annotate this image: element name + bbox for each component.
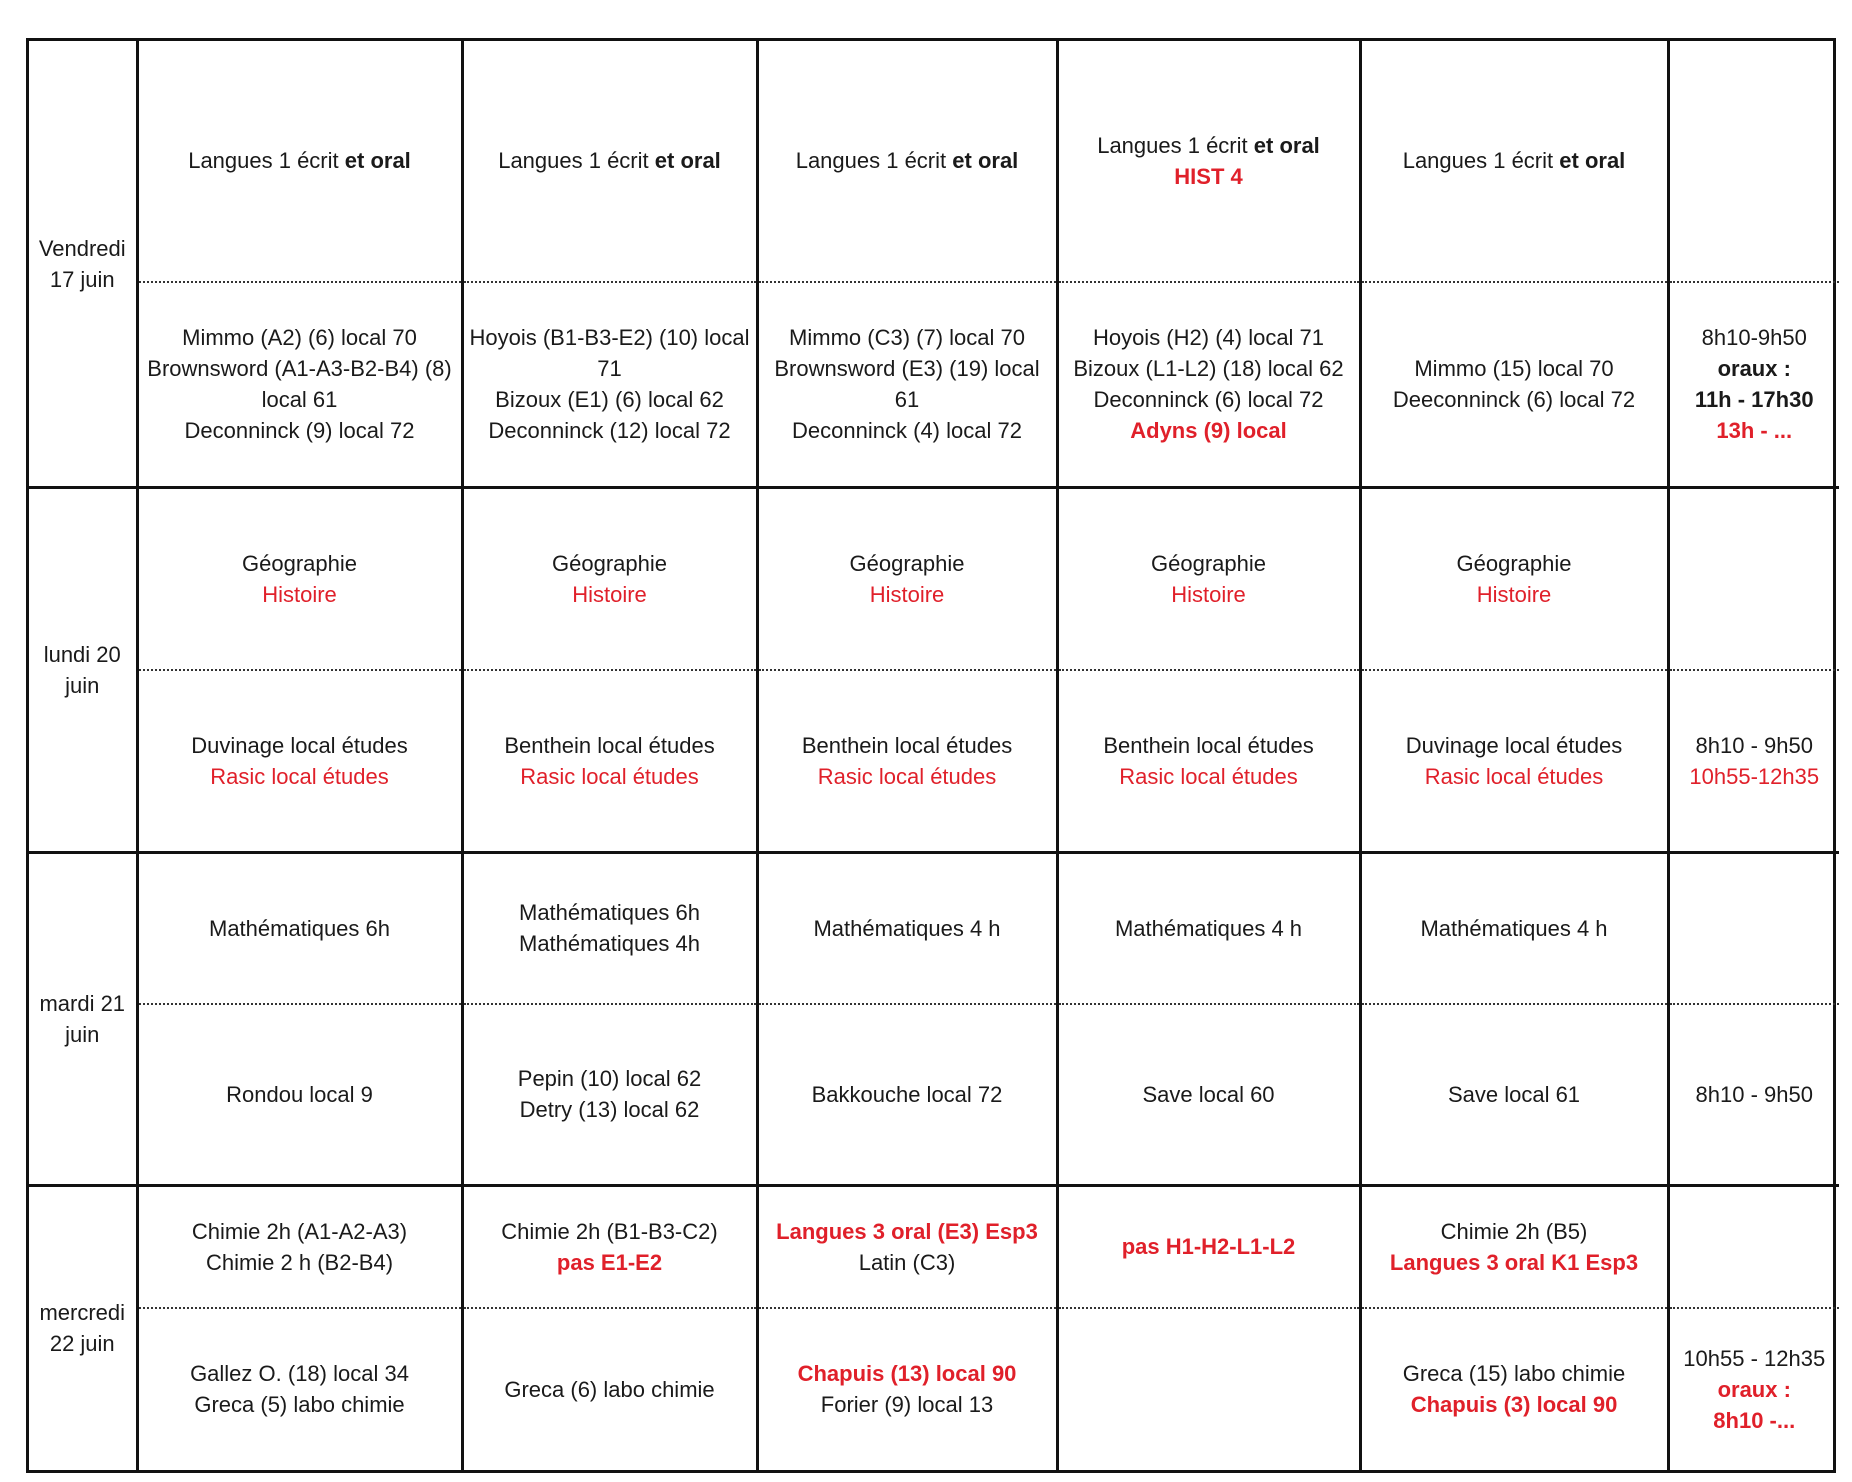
day-date: 17 juin [49, 266, 115, 292]
tuesday-subject-cell: Mathématiques 6h [137, 852, 462, 1004]
monday-subject-cell: Géographie Histoire [1360, 488, 1668, 671]
friday-subject-cell: Langues 1 écrit et oral [462, 41, 757, 282]
wednesday-teacher-cell: Gallez O. (18) local 34 Greca (5) labo chimie [137, 1308, 462, 1470]
monday-time-empty-cell [1668, 488, 1839, 671]
friday-teacher-cell: Mimmo (A2) (6) local 70 Brownsword (A1-A3-B2-B4) (8) local 61 Deconninck (9) local 72 [137, 282, 462, 488]
monday-teacher-cell: Benthein local études Rasic local études [757, 670, 1057, 852]
friday-teacher-row [29, 282, 1839, 488]
tuesday-teacher-cell: Rondou local 9 [137, 1004, 462, 1186]
friday-time-cell: 8h10-9h50 oraux : 11h - 17h30 13h - ... [1668, 282, 1839, 488]
day-date: juin [65, 672, 100, 698]
wednesday-teacher-row [29, 1308, 1839, 1470]
wednesday-time-empty-cell [1668, 1185, 1839, 1308]
friday-teacher-cell: Hoyois (H2) (4) local 71 Bizoux (L1-L2) (18) local 62 Deconninck (6) local 72 Adyns (9) local [1057, 282, 1360, 488]
wednesday-subject-cell: Langues 3 oral (E3) Esp3 Latin (C3) [757, 1185, 1057, 1308]
wednesday-subject-cell: Chimie 2h (A1-A2-A3) Chimie 2 h (B2-B4) [137, 1185, 462, 1308]
monday-teacher-cell: Benthein local études Rasic local études [1057, 670, 1360, 852]
wednesday-teacher-cell: Greca (6) labo chimie [462, 1308, 757, 1470]
wednesday-teacher-cell-empty [1057, 1308, 1360, 1470]
day-name: lundi 20 [43, 641, 121, 667]
wednesday-subject-row [29, 1185, 1839, 1308]
tuesday-time-cell: 8h10 - 9h50 [1668, 1004, 1839, 1186]
tuesday-subject-cell: Mathématiques 6h Mathématiques 4h [462, 852, 757, 1004]
monday-time-cell: 8h10 - 9h50 10h55-12h35 [1668, 670, 1839, 852]
tuesday-teacher-cell: Pepin (10) local 62 Detry (13) local 62 [462, 1004, 757, 1186]
friday-subject-row [29, 41, 1839, 282]
day-name: Vendredi [38, 235, 126, 261]
friday-teacher-cell: Hoyois (B1-B3-E2) (10) local 71 Bizoux (E1) (6) local 62 Deconninck (12) local 72 [462, 282, 757, 488]
friday-teacher-cell: Mimmo (C3) (7) local 70 Brownsword (E3) (19) local 61 Deconninck (4) local 72 [757, 282, 1057, 488]
tuesday-teacher-cell: Bakkouche local 72 [757, 1004, 1057, 1186]
day-name: mardi 21 [39, 990, 126, 1016]
wednesday-time-cell: 10h55 - 12h35 oraux : 8h10 -... [1668, 1308, 1839, 1470]
day-date: juin [65, 1021, 100, 1047]
monday-subject-cell: Géographie Histoire [137, 488, 462, 671]
friday-subject-cell: Langues 1 écrit et oral [757, 41, 1057, 282]
wednesday-teacher-cell: Greca (15) labo chimie Chapuis (3) local 90 [1360, 1308, 1668, 1470]
tuesday-subject-cell: Mathématiques 4 h [1360, 852, 1668, 1004]
friday-time-empty-cell [1668, 41, 1839, 282]
day-label-monday [29, 488, 137, 852]
monday-teacher-row [29, 670, 1839, 852]
tuesday-teacher-cell: Save local 60 [1057, 1004, 1360, 1186]
friday-subject-cell: Langues 1 écrit et oral HIST 4 [1057, 41, 1360, 282]
exam-schedule-table [29, 41, 1839, 1470]
wednesday-subject-cell: Chimie 2h (B1-B3-C2) pas E1-E2 [462, 1185, 757, 1308]
day-label-wednesday [29, 1185, 137, 1470]
exam-schedule-sheet [26, 38, 1836, 1473]
monday-subject-cell: Géographie Histoire [462, 488, 757, 671]
monday-subject-cell: Géographie Histoire [757, 488, 1057, 671]
tuesday-teacher-cell: Save local 61 [1360, 1004, 1668, 1186]
wednesday-subject-cell: pas H1-H2-L1-L2 [1057, 1185, 1360, 1308]
tuesday-subject-cell: Mathématiques 4 h [1057, 852, 1360, 1004]
monday-teacher-cell: Benthein local études Rasic local études [462, 670, 757, 852]
friday-subject-cell: Langues 1 écrit et oral [1360, 41, 1668, 282]
friday-teacher-cell: Mimmo (15) local 70 Deeconninck (6) local 72 [1360, 282, 1668, 488]
monday-subject-cell: Géographie Histoire [1057, 488, 1360, 671]
wednesday-subject-cell: Chimie 2h (B5) Langues 3 oral K1 Esp3 [1360, 1185, 1668, 1308]
day-date: 22 juin [49, 1331, 115, 1357]
monday-teacher-cell: Duvinage local études Rasic local études [137, 670, 462, 852]
tuesday-teacher-row [29, 1004, 1839, 1186]
tuesday-subject-cell: Mathématiques 4 h [757, 852, 1057, 1004]
friday-subject-cell: Langues 1 écrit et oral [137, 41, 462, 282]
day-name: mercredi [39, 1300, 126, 1326]
tuesday-subject-row [29, 852, 1839, 1004]
tuesday-time-empty-cell [1668, 852, 1839, 1004]
monday-subject-row [29, 488, 1839, 671]
red-note: HIST 4 [1174, 163, 1243, 189]
wednesday-teacher-cell: Chapuis (13) local 90 Forier (9) local 13 [757, 1308, 1057, 1470]
monday-teacher-cell: Duvinage local études Rasic local études [1360, 670, 1668, 852]
day-label-tuesday [29, 852, 137, 1185]
day-label-friday [29, 41, 137, 488]
